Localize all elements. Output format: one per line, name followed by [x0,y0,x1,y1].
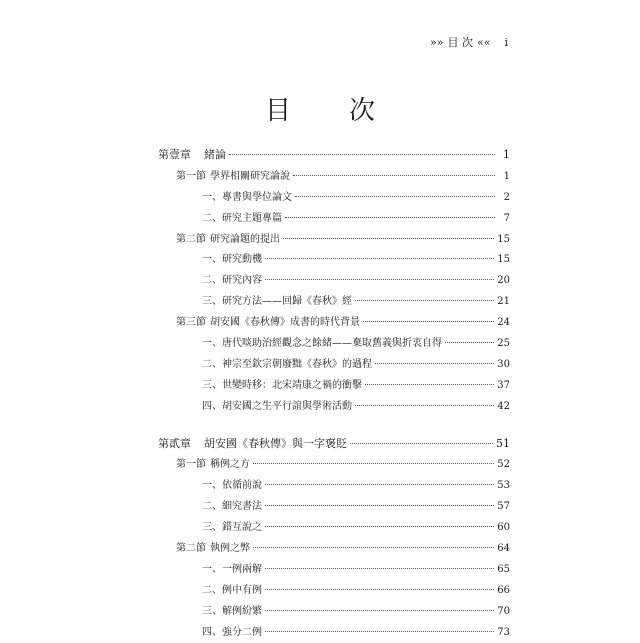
running-head-right-mark: «« [476,35,491,49]
toc-entry [158,313,510,334]
toc-entry [158,455,510,476]
toc-dot-leader [265,505,494,506]
toc-entry-page: 2 [503,191,510,203]
toc-entry-number: 二、 [202,212,222,224]
toc-entry-page: 66 [497,584,510,596]
toc-entry-number: 三、 [202,379,222,391]
toc-dot-leader [355,300,494,301]
toc-dot-leader [265,484,494,485]
toc-entry [158,497,510,518]
toc-entry-number: 三、 [202,296,222,308]
toc-entry [158,250,510,271]
toc-dot-leader [295,196,495,197]
toc-entry-page: 20 [497,275,510,287]
toc-entry [158,602,510,623]
toc-entry-title: 研究論題的提出 [210,233,280,245]
toc-entry-page: 1 [503,170,510,182]
toc-entry [158,581,510,602]
toc-entry-title: 神宗至欽宗朝廢黜《春秋》的過程 [222,358,372,370]
toc-entry-page: 30 [497,358,510,370]
toc-entry-title: 研究動機 [222,254,262,266]
toc-entry-title: 專書與學位論文 [222,191,292,203]
toc-entry-number: 四、 [202,626,222,638]
toc-dot-leader [355,405,494,406]
toc-dot-leader [265,631,494,632]
toc-entry-page: 15 [497,254,510,266]
toc-entry-title: 執例之弊 [210,543,250,555]
toc-entry-number: 二、 [202,358,222,370]
toc-entry-number: 一、 [202,254,222,266]
toc-entry [158,539,510,560]
toc-entry-title: 細究書法 [222,501,262,513]
toc-entry-number: 二、 [202,275,222,287]
toc-dot-leader [265,568,494,569]
toc-entry-title: 緒論 [204,148,226,161]
toc-entry-title: 研究方法——回歸《春秋》經 [222,296,352,308]
toc-entry [158,167,510,188]
toc-entry-number: 一、 [202,563,222,575]
toc-dot-leader [375,363,494,364]
toc-dot-leader [265,610,494,611]
toc-entry-page: 65 [497,563,510,575]
toc-entry-title: 唐代啖助治經觀念之餘緒——棄取舊義與折衷自得 [222,338,442,350]
toc-dot-leader [265,526,494,527]
toc-entry-title: 學界相關研究論說 [210,170,290,182]
toc-entry [158,334,510,355]
toc-entry-number: 一、 [202,191,222,203]
table-of-contents [158,146,510,643]
toc-dot-leader [365,384,494,385]
toc-entry-title: 研究內容 [222,275,262,287]
toc-dot-leader [363,321,494,322]
page-title: 目 次 [264,96,391,126]
toc-entry-number: 第一節 [176,459,206,471]
toc-entry [158,476,510,497]
toc-entry-page: 37 [497,379,510,391]
toc-entry-title: 解例紛繁 [222,605,262,617]
toc-entry-page: 64 [497,543,510,555]
toc-entry-number: 第壹章 [158,148,191,161]
toc-entry-page: 25 [497,338,510,350]
running-head-title: 目 次 [447,36,473,49]
toc-entry-title: 研究主題專篇 [222,212,282,224]
toc-entry-number: 第二節 [176,233,206,245]
toc-entry-number: 第三節 [176,317,206,329]
toc-entry-page: 21 [497,296,510,308]
toc-entry-page: 1 [503,148,510,161]
toc-entry-page: 57 [497,501,510,513]
toc-dot-leader [293,175,495,176]
toc-entry-page: 52 [497,459,510,471]
toc-dot-leader [285,217,495,218]
toc-entry [158,376,510,397]
toc-entry-number: 第一節 [176,170,206,182]
toc-entry-title: 胡安國《春秋傳》與一字褒貶 [204,436,347,450]
toc-entry-number: 二、 [202,584,222,596]
toc-entry-number: 二、 [202,501,222,513]
toc-entry [158,188,510,209]
toc-dot-leader [265,258,494,259]
toc-dot-leader [253,547,494,548]
toc-entry-page: 60 [497,522,510,534]
toc-entry [158,230,510,251]
toc-entry-number: 一、 [202,338,222,350]
running-head-page-number: i [504,35,508,49]
running-head-left-mark: »» [430,35,444,49]
toc-entry [158,271,510,292]
toc-entry-number: 三、 [202,605,222,617]
toc-entry-number: 四、 [202,400,222,412]
toc-entry-page: 73 [497,626,510,638]
toc-dot-leader [283,238,494,239]
toc-entry-number: 一、 [202,480,222,492]
toc-entry-title: 錯互說之 [222,522,262,534]
toc-dot-leader [253,463,494,464]
toc-dot-leader [229,154,495,155]
toc-entry-title: 例中有例 [222,584,262,596]
toc-entry-page: 7 [503,212,510,224]
toc-entry [158,560,510,581]
toc-entry [158,355,510,376]
toc-entry-page: 70 [497,605,510,617]
toc-dot-leader [265,279,494,280]
running-head [430,34,522,50]
toc-entry-page: 53 [497,480,510,492]
toc-entry-title: 依循前說 [222,480,262,492]
toc-entry-title: 稱例之方 [210,459,250,471]
toc-entry-title: 胡安國《春秋傳》成書的時代背景 [210,317,360,329]
toc-entry-page: 42 [497,400,510,412]
toc-entry-title: 強分二例 [222,626,262,638]
toc-entry-number: 三、 [202,522,222,534]
toc-entry-title: 胡安國之生平行誼與學術活動 [222,400,352,412]
toc-entry-page: 24 [497,317,510,329]
toc-entry-title: 世變時移：北宋靖康之禍的衝擊 [222,379,362,391]
toc-entry [158,397,510,418]
toc-entry-number: 第二節 [176,543,206,555]
toc-entry [158,292,510,313]
toc-dot-leader [265,589,494,590]
toc-entry [158,209,510,230]
toc-dot-leader [445,342,494,343]
toc-entry-title: 一例兩解 [222,563,262,575]
toc-entry-page: 15 [497,233,510,245]
toc-entry [158,146,510,167]
toc-entry-page: 51 [496,436,510,450]
toc-entry-number: 第貳章 [158,436,191,450]
toc-entry [158,518,510,539]
toc-entry [158,435,510,456]
toc-dot-leader [350,443,493,444]
